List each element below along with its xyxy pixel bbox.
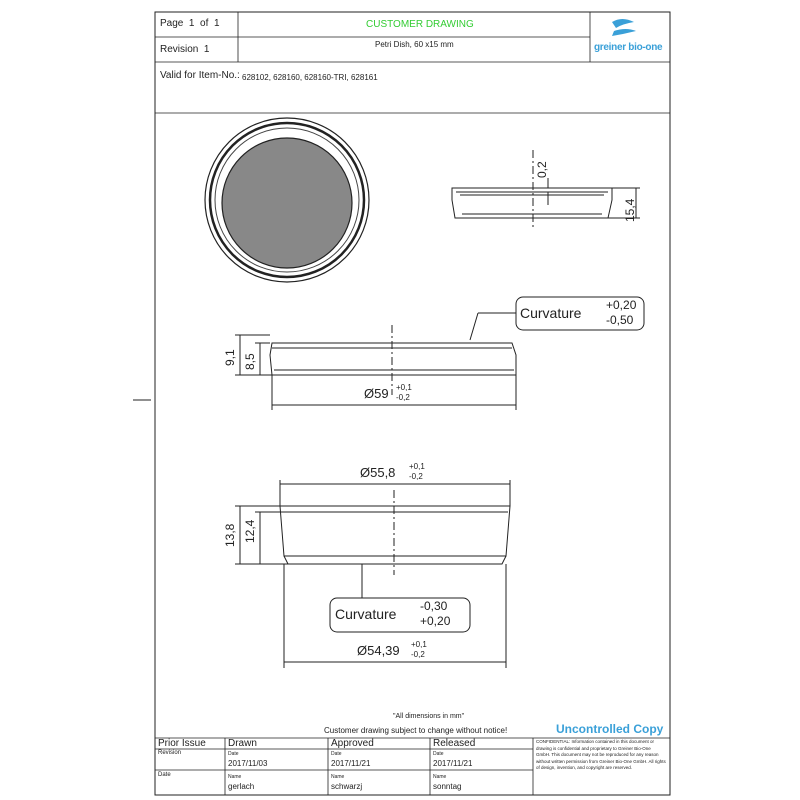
drawn-name: gerlach xyxy=(228,782,255,791)
curvature-1-upper: +0,20 xyxy=(606,298,637,312)
subject-change-note: Customer drawing subject to change without notice! xyxy=(324,726,508,735)
released-name-label: Name xyxy=(433,774,447,780)
dim-9-1: 9,1 xyxy=(223,349,237,366)
approved-label: Approved xyxy=(331,738,374,749)
valid-label: Valid for Item-No.: xyxy=(160,70,240,81)
dim-55-tol-up: +0,1 xyxy=(409,462,425,471)
dim-59-tol-up: +0,1 xyxy=(396,383,412,392)
drawn-label: Drawn xyxy=(228,738,257,749)
released-label: Released xyxy=(433,738,476,749)
released-date-label: Date xyxy=(433,751,444,757)
dish-top-view xyxy=(205,118,369,282)
dim-54-tol-up: +0,1 xyxy=(411,640,427,649)
drawn-name-label: Name xyxy=(228,774,242,780)
prior-issue-label: Prior Issue xyxy=(158,738,206,749)
released-date: 2017/11/21 xyxy=(433,759,473,768)
dim-0-2: 0,2 xyxy=(535,161,549,178)
dim-diameter-54-39: Ø54,39 xyxy=(357,643,400,658)
curvature-2-label: Curvature xyxy=(335,606,397,622)
all-dimensions-note: "All dimensions in mm" xyxy=(393,713,465,720)
curvature-1-lower: -0,50 xyxy=(606,313,634,327)
dim-55-tol-down: -0,2 xyxy=(409,472,423,481)
logo-mark-icon xyxy=(612,19,636,36)
base-profile-view xyxy=(235,480,510,668)
curvature-1-label: Curvature xyxy=(520,305,582,321)
released-name: sonntag xyxy=(433,782,462,791)
sheet-border xyxy=(155,12,670,795)
part-description: Petri Dish, 60 x15 mm xyxy=(375,40,454,49)
drawn-date-label: Date xyxy=(228,751,239,757)
revision-footer-label: Revision xyxy=(158,750,182,756)
approved-name: schwarzj xyxy=(331,782,363,791)
uncontrolled-copy-stamp: Uncontrolled Copy xyxy=(556,722,664,736)
dim-12-4: 12,4 xyxy=(243,519,257,543)
valid-items: 628102, 628160, 628160-TRI, 628161 xyxy=(242,73,378,82)
approved-date: 2017/11/21 xyxy=(331,759,371,768)
document-title: CUSTOMER DRAWING xyxy=(366,19,474,30)
drawn-date: 2017/11/03 xyxy=(228,759,268,768)
confidential-notice: CONFIDENTIAL: Information contained in this document or drawing is confidential and proprietary to Greiner Bio-One GmbH. This document may not be reproduced for any reason without written permission from Greiner Bio-One GmbH. All rights of design, invention, and copyright are reserved. xyxy=(536,739,666,770)
curvature-2-lower: +0,20 xyxy=(420,614,451,628)
dim-15-4: 15,4 xyxy=(623,198,637,222)
revision-label: Revision 1 xyxy=(160,44,210,55)
dim-diameter-59: Ø59 xyxy=(364,386,389,401)
page-label: Page 1 of 1 xyxy=(160,18,220,29)
dim-diameter-55-8: Ø55,8 xyxy=(360,465,396,480)
dim-54-tol-down: -0,2 xyxy=(411,650,425,659)
company-logo-text: greiner bio-one xyxy=(594,42,663,53)
dim-8-5: 8,5 xyxy=(243,353,257,370)
date-footer-label: Date xyxy=(158,772,171,778)
approved-date-label: Date xyxy=(331,751,342,757)
dim-13-8: 13,8 xyxy=(223,523,237,547)
dim-59-tol-down: -0,2 xyxy=(396,393,410,402)
curvature-2-upper: -0,30 xyxy=(420,599,448,613)
approved-name-label: Name xyxy=(331,774,345,780)
